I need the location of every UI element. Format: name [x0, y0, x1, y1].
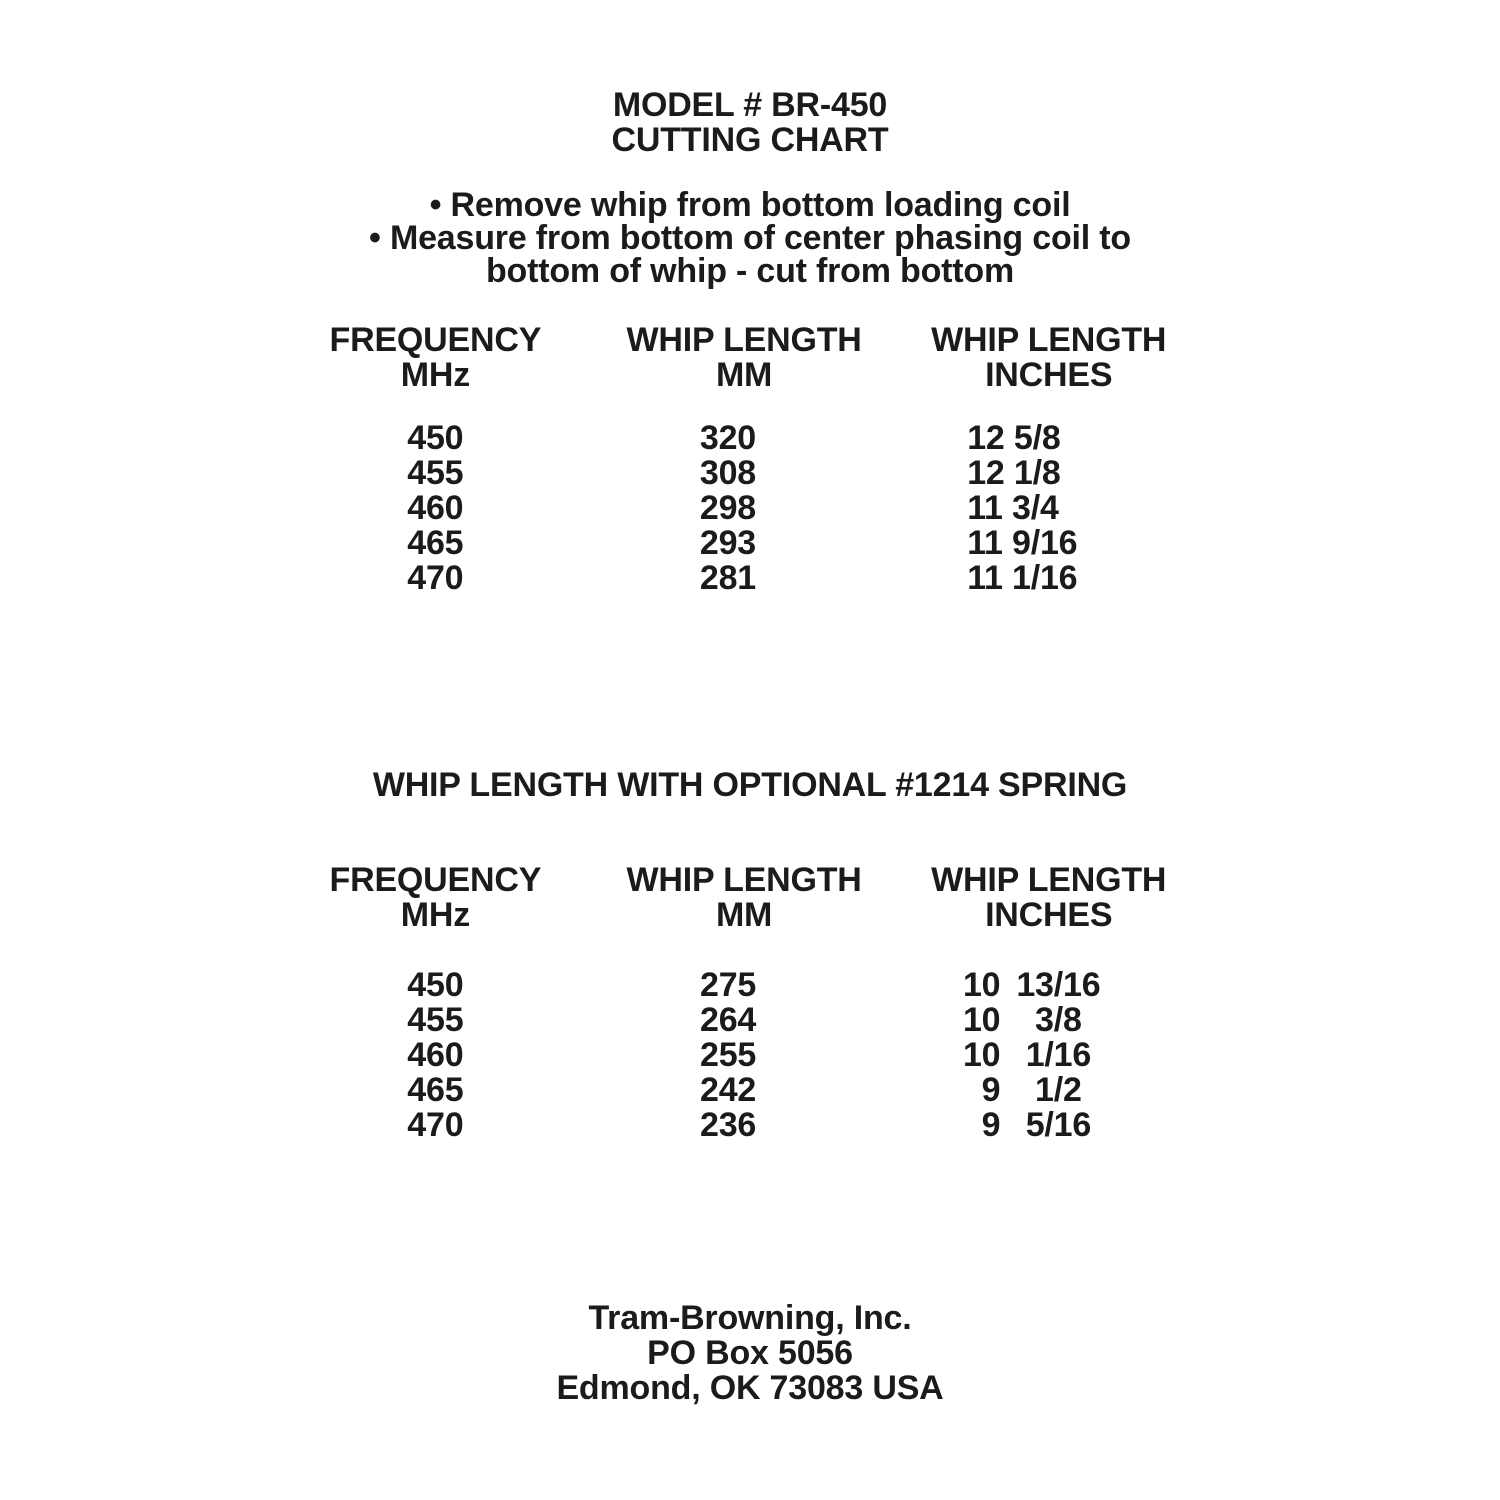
header-inches-label: INCHES [985, 356, 1113, 394]
instructions [0, 186, 1500, 290]
inches-fraction: 3/8 [1035, 1001, 1082, 1039]
frequency-value: 470 [407, 559, 464, 597]
header-inches-label: INCHES [985, 896, 1113, 934]
frequency-value: 450 [407, 419, 464, 457]
whip-length-mm-value: 308 [699, 454, 757, 492]
frequency-value: 450 [407, 966, 464, 1004]
instruction-line-3: bottom of whip - cut from bottom [485, 252, 1015, 290]
whip-length-mm-value: 275 [700, 966, 757, 1004]
header-whip-length-label: WHIP LENGTH [626, 321, 862, 359]
instruction-line-2: • Measure from bottom of center phasing coil to [369, 219, 1131, 257]
whip-length-inches-value: 11 9/16 [967, 524, 1078, 562]
header-mm-label: MM [715, 356, 773, 394]
table2-body [326, 968, 1170, 1143]
inches-whole: 10 [962, 1036, 1001, 1074]
inches-whole: 10 [962, 1001, 1001, 1039]
table-row [326, 1073, 1170, 1108]
company-name: Tram-Browning, Inc. [588, 1299, 912, 1337]
table2-header [326, 863, 1170, 933]
header-whip-length-label: WHIP LENGTH [626, 861, 862, 899]
table-row [326, 526, 1170, 561]
inches-whole: 10 [962, 966, 1001, 1004]
whip-length-mm-value: 281 [699, 559, 757, 597]
whip-length-inches-value [927, 1003, 1170, 1038]
whip-length-inches-value [927, 1038, 1170, 1073]
inches-fraction: 5/16 [1025, 1106, 1092, 1144]
frequency-value: 460 [407, 1036, 464, 1074]
column-header-whip-length-mm [625, 323, 864, 393]
whip-length-inches-value [927, 1108, 1170, 1143]
table-row [326, 1003, 1170, 1038]
model-number-line: MODEL # BR-450 [612, 86, 888, 124]
table-row [326, 421, 1170, 456]
whip-length-inches-value [927, 968, 1170, 1003]
frequency-value: 470 [407, 1106, 464, 1144]
whip-length-inches-value [927, 1073, 1170, 1108]
whip-length-inches-value: 11 3/4 [967, 489, 1059, 527]
optional-spring-section-title: WHIP LENGTH WITH OPTIONAL #1214 SPRING [372, 766, 1128, 804]
column-header-whip-length-inches [927, 323, 1170, 393]
company-address [0, 1301, 1500, 1406]
column-header-whip-length-mm [625, 863, 864, 933]
instruction-line-1: • Remove whip from bottom loading coil [429, 186, 1071, 224]
whip-length-mm-value: 236 [700, 1106, 757, 1144]
table-row [326, 491, 1170, 526]
frequency-value: 465 [407, 524, 464, 562]
whip-length-inches-value: 12 5/8 [967, 419, 1061, 457]
table-row [326, 968, 1170, 1003]
whip-length-mm-value: 298 [699, 489, 757, 527]
frequency-value: 460 [407, 489, 464, 527]
whip-length-inches-value: 12 1/8 [967, 454, 1061, 492]
city-state-line: Edmond, OK 73083 USA [556, 1369, 944, 1407]
table1-header [326, 323, 1170, 393]
inches-whole: 9 [981, 1106, 1001, 1144]
column-header-whip-length-inches [927, 863, 1170, 933]
inches-whole: 9 [981, 1071, 1001, 1109]
inches-fraction: 1/2 [1035, 1071, 1082, 1109]
table-row [326, 456, 1170, 491]
header-frequency-label: FREQUENCY [329, 321, 542, 359]
whip-length-mm-value: 320 [699, 419, 757, 457]
header-frequency-label: FREQUENCY [329, 861, 542, 899]
column-header-frequency [326, 863, 545, 933]
whip-length-mm-value: 293 [699, 524, 757, 562]
frequency-value: 455 [407, 454, 464, 492]
header-mm-label: MM [715, 896, 773, 934]
frequency-value: 455 [407, 1001, 464, 1039]
chart-title-line: CUTTING CHART [611, 121, 889, 159]
header-whip-length-label: WHIP LENGTH [931, 861, 1167, 899]
whip-length-mm-value: 255 [700, 1036, 757, 1074]
header-mhz-label: MHz [400, 896, 471, 934]
table1-body [326, 421, 1170, 596]
inches-fraction: 1/16 [1025, 1036, 1092, 1074]
whip-length-inches-value: 11 1/16 [967, 559, 1078, 597]
whip-length-mm-value: 242 [700, 1071, 757, 1109]
column-header-frequency [326, 323, 545, 393]
document-title [0, 88, 1500, 158]
table-row [326, 1108, 1170, 1143]
table-row [326, 1038, 1170, 1073]
whip-length-mm-value: 264 [700, 1001, 757, 1039]
frequency-value: 465 [407, 1071, 464, 1109]
table-row [326, 561, 1170, 596]
header-mhz-label: MHz [400, 356, 471, 394]
header-whip-length-label: WHIP LENGTH [931, 321, 1167, 359]
po-box-line: PO Box 5056 [647, 1334, 853, 1372]
inches-fraction: 13/16 [1016, 966, 1101, 1004]
